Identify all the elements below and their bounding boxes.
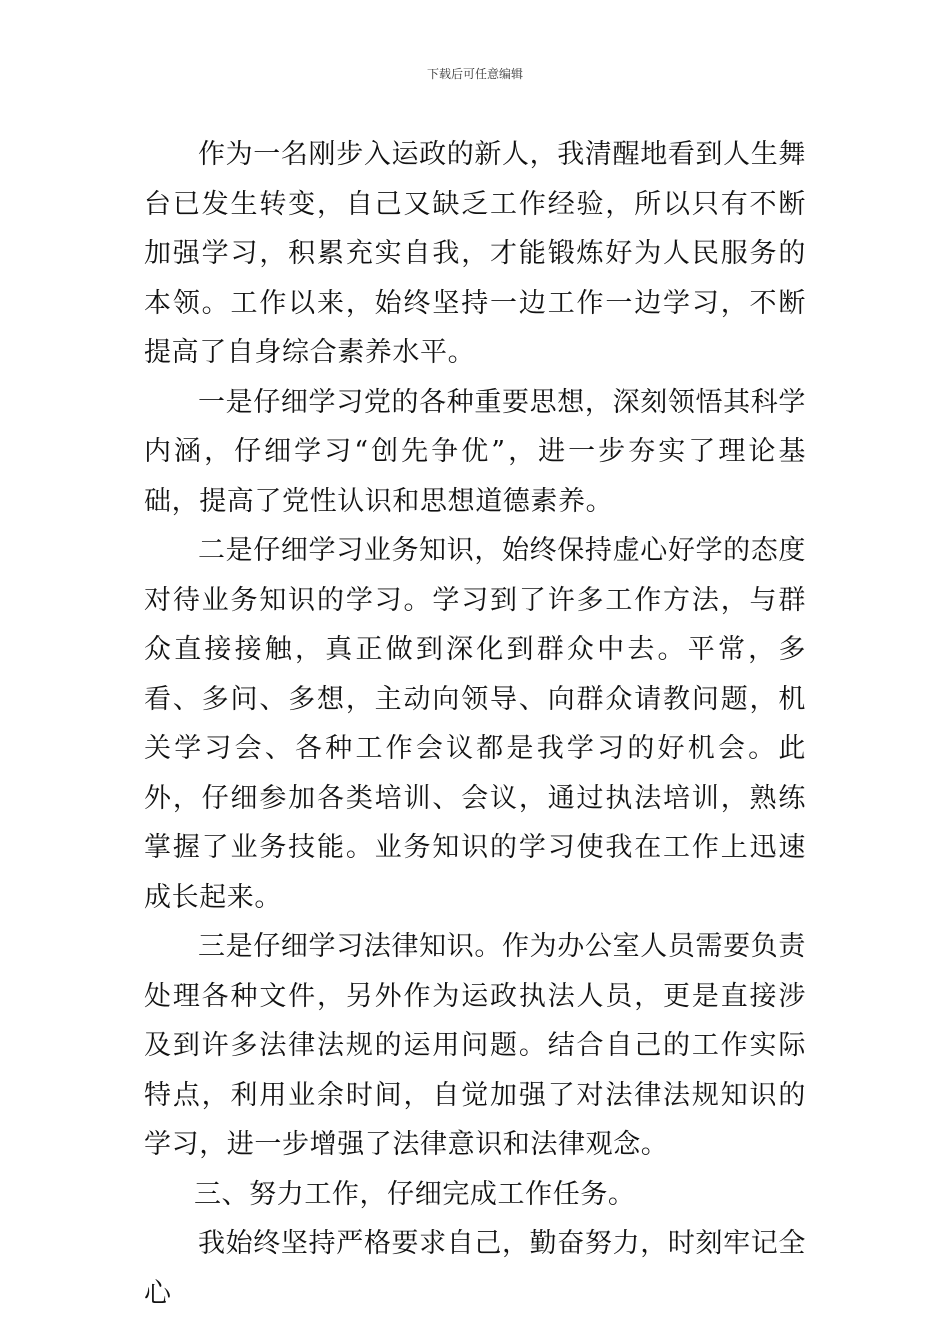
paragraph-law-study: 三是仔细学习法律知识。作为办公室人员需要负责处理各种文件，另外作为运政执法人员，更是直接涉及到许多法律法规的运用问题。结合自己的工作实际特点，利用业余时间，自觉加强了对法律法规知识的学习，进一步增强了法律意识和法律观念。 xyxy=(144,931,806,1160)
document-body xyxy=(144,130,806,1318)
paragraph-intro: 作为一名刚步入运政的新人，我清醒地看到人生舞台已发生转变，自己又缺乏工作经验，所以只有不断加强学习，积累充实自我，才能锻炼好为人民服务的本领。工作以来，始终坚持一边工作一边学习，不断提高了自身综合素养水平。 xyxy=(144,139,806,368)
paragraph-work: 我始终坚持严格要求自己，勤奋努力，时刻牢记全心 xyxy=(144,1228,806,1309)
paragraph-business-study: 二是仔细学习业务知识，始终保持虚心好学的态度对待业务知识的学习。学习到了许多工作方法，与群众直接接触，真正做到深化到群众中去。平常，多看、多问、多想，主动向领导、向群众请教问题，机关学习会、各种工作会议都是我学习的好机会。此外，仔细参加各类培训、会议，通过执法培训，熟练掌握了业务技能。业务知识的学习使我在工作上迅速成长起来。 xyxy=(144,535,806,913)
paragraph-party-study: 一是仔细学习党的各种重要思想，深刻领悟其科学内涵，仔细学习“创先争优”，进一步夯实了理论基础，提高了党性认识和思想道德素养。 xyxy=(144,386,806,517)
header-note: 下载后可任意编辑 xyxy=(426,67,523,81)
section-heading: 三、努力工作，仔细完成工作任务。 xyxy=(193,1178,636,1210)
